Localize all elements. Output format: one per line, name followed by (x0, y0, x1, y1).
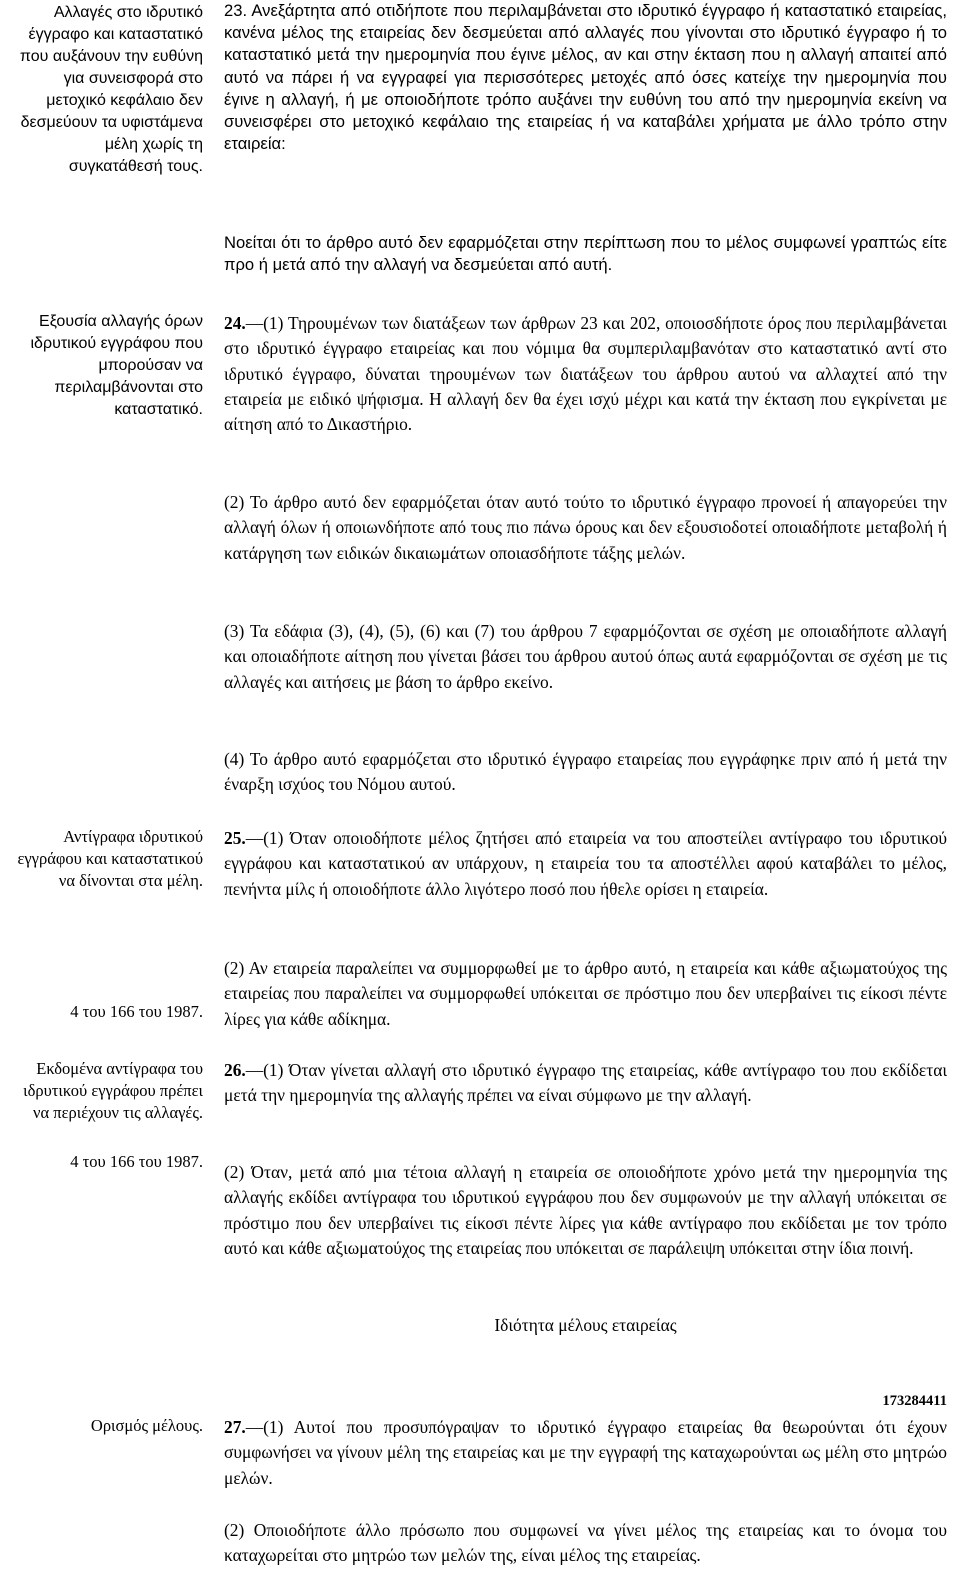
section-26-1 (224, 1058, 947, 1109)
section-25-1-text: —(1) Όταν οποιοδήποτε μέλος ζητήσει από εταιρεία να του αποστείλει αντίγραφο του ιδρυτικού εγγράφου και καταστατικού αν υπάρχουν, η εταιρεία του τα αποστέλλει αφού καταβάλει το μέλος, πενήντα μίλς ή οποιοδήποτε άλλο λιγότερο ποσό που ήθελε ορίσει η εταιρεία. (224, 828, 947, 899)
margin-note-member-definition: Ορισμός μέλους. (90, 1416, 203, 1435)
section-23-proviso: Νοείται ότι το άρθρο αυτό δεν εφαρμόζεται στην περίπτωση που το μέλος συμφωνεί γραπτώς είτε προ ή μετά από την αλλαγή να δεσμεύεται από αυτή. (224, 233, 947, 275)
margin-note-law-ref-1: 4 του 166 του 1987. (70, 1002, 203, 1021)
section-27-1-text: —(1) Αυτοί που προσυπόγραψαν το ιδρυτικό έγγραφο εταιρείας θα θεωρούνται ότι έχουν συμφωνήσει να γίνουν μέλη της εταιρείας και με την εγγραφή της καταχωρούνται ως μέλη στο μητρώο μελών. (224, 1417, 947, 1488)
section-25-2: (2) Αν εταιρεία παραλείπει να συμμορφωθεί με το άρθρο αυτό, η εταιρεία και κάθε αξιωματούχος της εταιρείας που παραλείπει να συμμορφωθεί υπόκειται σε πρόστιμο που δεν υπερβαίνει τις είκοσι πέντε λίρες για κάθε αδίκημα. (224, 958, 947, 1029)
section-24-1 (224, 311, 947, 437)
part-heading: Ιδιότητα μέλους εταιρείας (494, 1315, 677, 1335)
margin-note-law-ref-2: 4 του 166 του 1987. (70, 1152, 203, 1171)
section-23-text: Ανεξάρτητα από οτιδήποτε που περιλαμβάνεται στο ιδρυτικό έγγραφο ή καταστατικό εταιρείας, κανένα μέλος της εταιρείας δεν δεσμεύεται από αλλαγές που γίνονται στο ιδρυτικό έγγραφο ή το καταστατικό μετά την ημερομηνία που έγινε μέλος, αν και στην έκταση που η αλλαγή απαιτεί από αυτό να πάρει ή να εγγραφεί για περισσότερες μετοχές από όσες κατείχε την ημερομηνία που έγινε η αλλαγή, ή με οποιοδήποτε τρόπο αυξάνει την ευθύνη του από την ημερομηνία εκείνη να συνεισφέρει στο μετοχικό κεφάλαιο της εταιρείας ή να καταβάλει χρήματα με άλλο τρόπο στην εταιρεία: (224, 1, 947, 154)
margin-note-copies-include-changes: Εκδομένα αντίγραφα του ιδρυτικού εγγράφου πρέπει να περιέχουν τις αλλαγές. (23, 1059, 203, 1122)
section-24-1-text: —(1) Τηρουμένων των διατάξεων των άρθρων 23 και 202, οποιοσδήποτε όρος που περιλαμβάνεται στο ιδρυτικό έγγραφο εταιρείας και που νόμιμα θα συμπεριλαμβανόταν στο καταστατικό αντί στο ιδρυτικό έγγραφο, δύναται τηρουμένων των διατάξεων του άρθρου αυτού να αλλαχτεί από την εταιρεία με ειδικό ψήφισμα. Η αλλαγή δεν θα έχει ισχύ μέχρι και κατά την έκταση που εγκρίνεται με αίτηση από το Δικαστήριο. (224, 313, 947, 435)
section-25-1 (224, 826, 947, 902)
section-23 (224, 0, 947, 155)
section-26-1-text: —(1) Όταν γίνεται αλλαγή στο ιδρυτικό έγγραφο της εταιρείας, κάθε αντίγραφο του που εκδίδεται μετά την ημερομηνία της αλλαγής πρέπει να είναι σύμφωνο με την αλλαγή. (224, 1060, 947, 1106)
margin-note-power-to-alter: Εξουσία αλλαγής όρων ιδρυτικού εγγράφου που μπορούσαν να περιλαμβάνονται στο καταστατικό. (30, 313, 203, 418)
section-27-number: 27. (224, 1417, 246, 1437)
section-24-number: 24. (224, 313, 246, 333)
section-27-2: (2) Οποιοδήποτε άλλο πρόσωπο που συμφωνεί να γίνει μέλος της εταιρείας και το όνομα του καταχωρείται στο μητρώο των μελών της, είναι μέλος της εταιρείας. (224, 1520, 947, 1566)
section-27-1 (224, 1415, 947, 1491)
section-25-number: 25. (224, 828, 246, 848)
section-23-number: 23. (224, 1, 248, 20)
margin-note-copies-to-members: Αντίγραφα ιδρυτικού εγγράφου και καταστατικού να δίνονται στα μέλη. (17, 827, 203, 890)
section-26-number: 26. (224, 1060, 246, 1080)
section-24-2: (2) Το άρθρο αυτό δεν εφαρμόζεται όταν αυτό τούτο το ιδρυτικό έγγραφο προνοεί ή απαγορεύει την αλλαγή όλων ή οποιωνδήποτε από τους πιο πάνω όρους και δεν εξουσιοδοτεί οποιαδήποτε μεταβολή ή κατάργηση των ειδικών δικαιωμάτων οποιασδήποτε τάξης μελών. (224, 492, 947, 563)
section-24-4: (4) Το άρθρο αυτό εφαρμόζεται στο ιδρυτικό έγγραφο εταιρείας που εγγράφηκε πριν από ή μετά την έναρξη ισχύος του Νόμου αυτού. (224, 749, 947, 795)
document-code: 173284411 (882, 1393, 947, 1409)
margin-note-amendments-liability: Αλλαγές στο ιδρυτικό έγγραφο και καταστατικό που αυξάνουν την ευθύνη για συνεισφορά στο μετοχικό κεφάλαιο δεν δεσμεύουν τα υφιστάμενα μέλη χωρίς τη συγκατάθεσή τους. (19, 4, 203, 175)
section-26-2: (2) Όταν, μετά από μια τέτοια αλλαγή η εταιρεία σε οποιοδήποτε χρόνο μετά την ημερομηνία της αλλαγής εκδίδει αντίγραφα του ιδρυτικού εγγράφου που δεν συμφωνούν με την αλλαγή υπόκειται σε πρόστιμο που δεν υπερβαίνει τις είκοσι πέντε λίρες για κάθε αντίγραφο που εκδίδεται με τον τρόπο αυτό και κάθε αξιωματούχος της εταιρείας που υπόκειται σε παράλειψη υπόκειται στην ίδια ποινή. (224, 1162, 947, 1258)
section-24-3: (3) Τα εδάφια (3), (4), (5), (6) και (7) του άρθρου 7 εφαρμόζονται σε σχέση με οποιαδήποτε αλλαγή και οποιαδήποτε αίτηση που γίνεται βάσει του άρθρου αυτού όπως αυτά εφαρμόζονται σε σχέση με τις αλλαγές και αιτήσεις με βάση το άρθρο εκείνο. (224, 621, 947, 692)
